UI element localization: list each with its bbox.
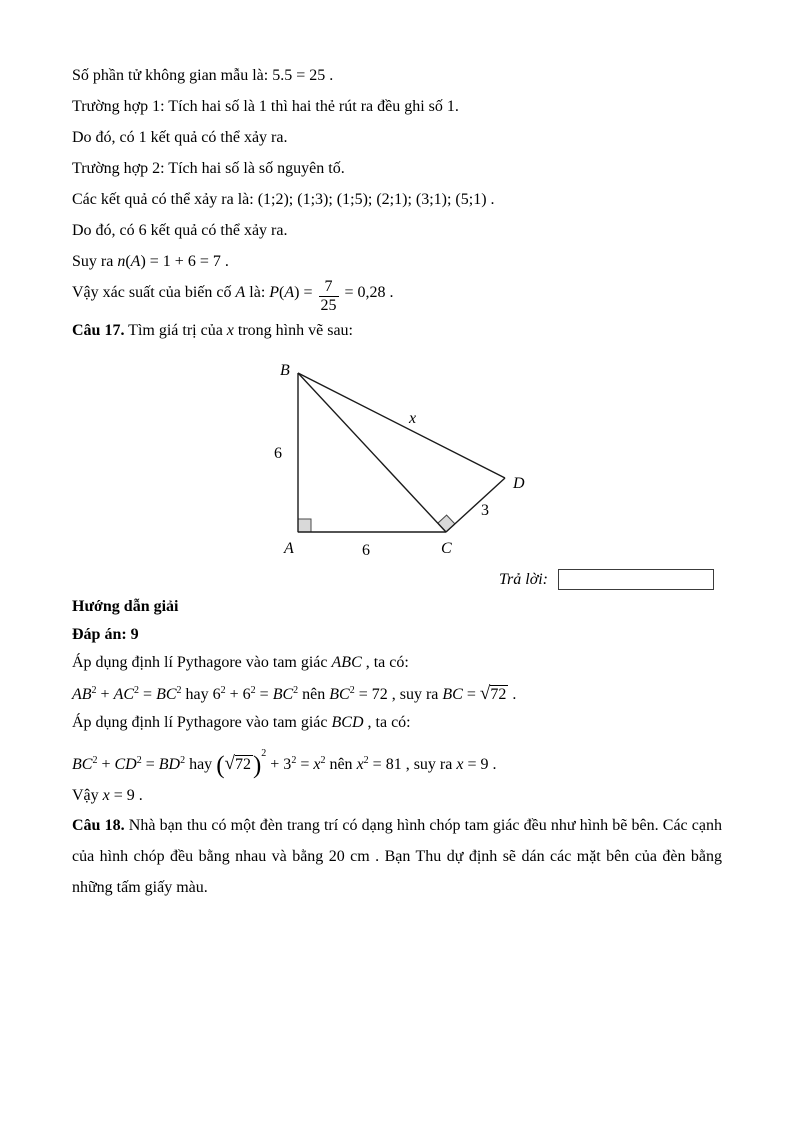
triangle-figure (262, 359, 542, 564)
paragraph-outcomes: Các kết quả có thể xảy ra là: (1;2); (1;3); (1;5); (2;1); (3;1); (5;1) . (72, 191, 495, 208)
edge-bc (298, 373, 446, 532)
paragraph-case1: Trường hợp 1: Tích hai số là 1 thì hai thẻ rút ra đều ghi số 1. (72, 98, 459, 115)
paragraph-n-of-a: Suy ra n(A) = 1 + 6 = 7 . (72, 253, 229, 270)
vertex-label-b: B (280, 361, 290, 379)
right-angle-mark-c (438, 515, 455, 532)
paragraph-probability: Vậy xác suất của biến cố A là: P(A) = $\frac{7}{25}$ = 0,28 . (72, 278, 394, 314)
edge-cd (446, 478, 505, 532)
triangle-figure-svg (262, 359, 542, 564)
side-label-ab: 6 (274, 444, 282, 462)
vertex-label-d: D (513, 474, 525, 492)
side-label-ac: 6 (362, 541, 370, 559)
side-label-cd: 3 (481, 501, 489, 519)
question-18-heading: Câu 18. Nhà bạn thu có một đèn trang trí có dạng hình chóp tam giác đều như hình bẽ bên. Các cạnh của hình chóp đều bằng nhau và bằng 20 cm . Bạn Thu dự định sẽ dán các mặt bên của đèn bằng những tấm giấy màu. (72, 816, 723, 896)
answer-label: Trả lời: (499, 570, 548, 588)
paragraph-case2-result: Do đó, có 6 kết quả có thể xảy ra. (72, 222, 288, 239)
solution-section (72, 593, 722, 810)
solution-step-abc: Áp dụng định lí Pythagore vào tam giác ABC , ta có: (72, 653, 409, 671)
edge-bd (298, 373, 505, 478)
vertex-label-a: A (284, 539, 294, 557)
answer-row (72, 567, 714, 593)
solution-conclusion: Vậy x = 9 . (72, 786, 143, 804)
question-17-heading: Câu 17. Tìm giá trị của x trong hình vẽ sau: (72, 321, 353, 339)
vertex-label-c: C (441, 539, 452, 557)
solution-formula-bcd: $BC^2 + CD^2 = BD^2$ hay $(√72)^2 + 3^2 = x^2$ nên $x^2 = 81$ , suy ra x = 9 . (72, 747, 497, 779)
side-label-bd-x: x (409, 409, 417, 427)
solution-heading: Hướng dẫn giải (72, 597, 179, 615)
solution-step-bcd: Áp dụng định lí Pythagore vào tam giác BCD , ta có: (72, 713, 411, 731)
solution-formula-abc: $AB^2 + AC^2 = BC^2$ hay $6^2 + 6^2 = BC^2$ nên $BC^2 = 72$ , suy ra BC = √72 . (72, 682, 517, 704)
paragraph-case1-result: Do đó, có 1 kết quả có thể xảy ra. (72, 129, 288, 146)
paragraph-sample-space: Số phần tử không gian mẫu là: 5.5 = 25 . (72, 67, 334, 84)
solution-answer: Đáp án: 9 (72, 625, 139, 643)
right-angle-mark-a (298, 519, 311, 532)
answer-input[interactable] (558, 569, 714, 590)
page-content (72, 60, 722, 903)
paragraph-case2: Trường hợp 2: Tích hai số là số nguyên tố. (72, 160, 345, 177)
